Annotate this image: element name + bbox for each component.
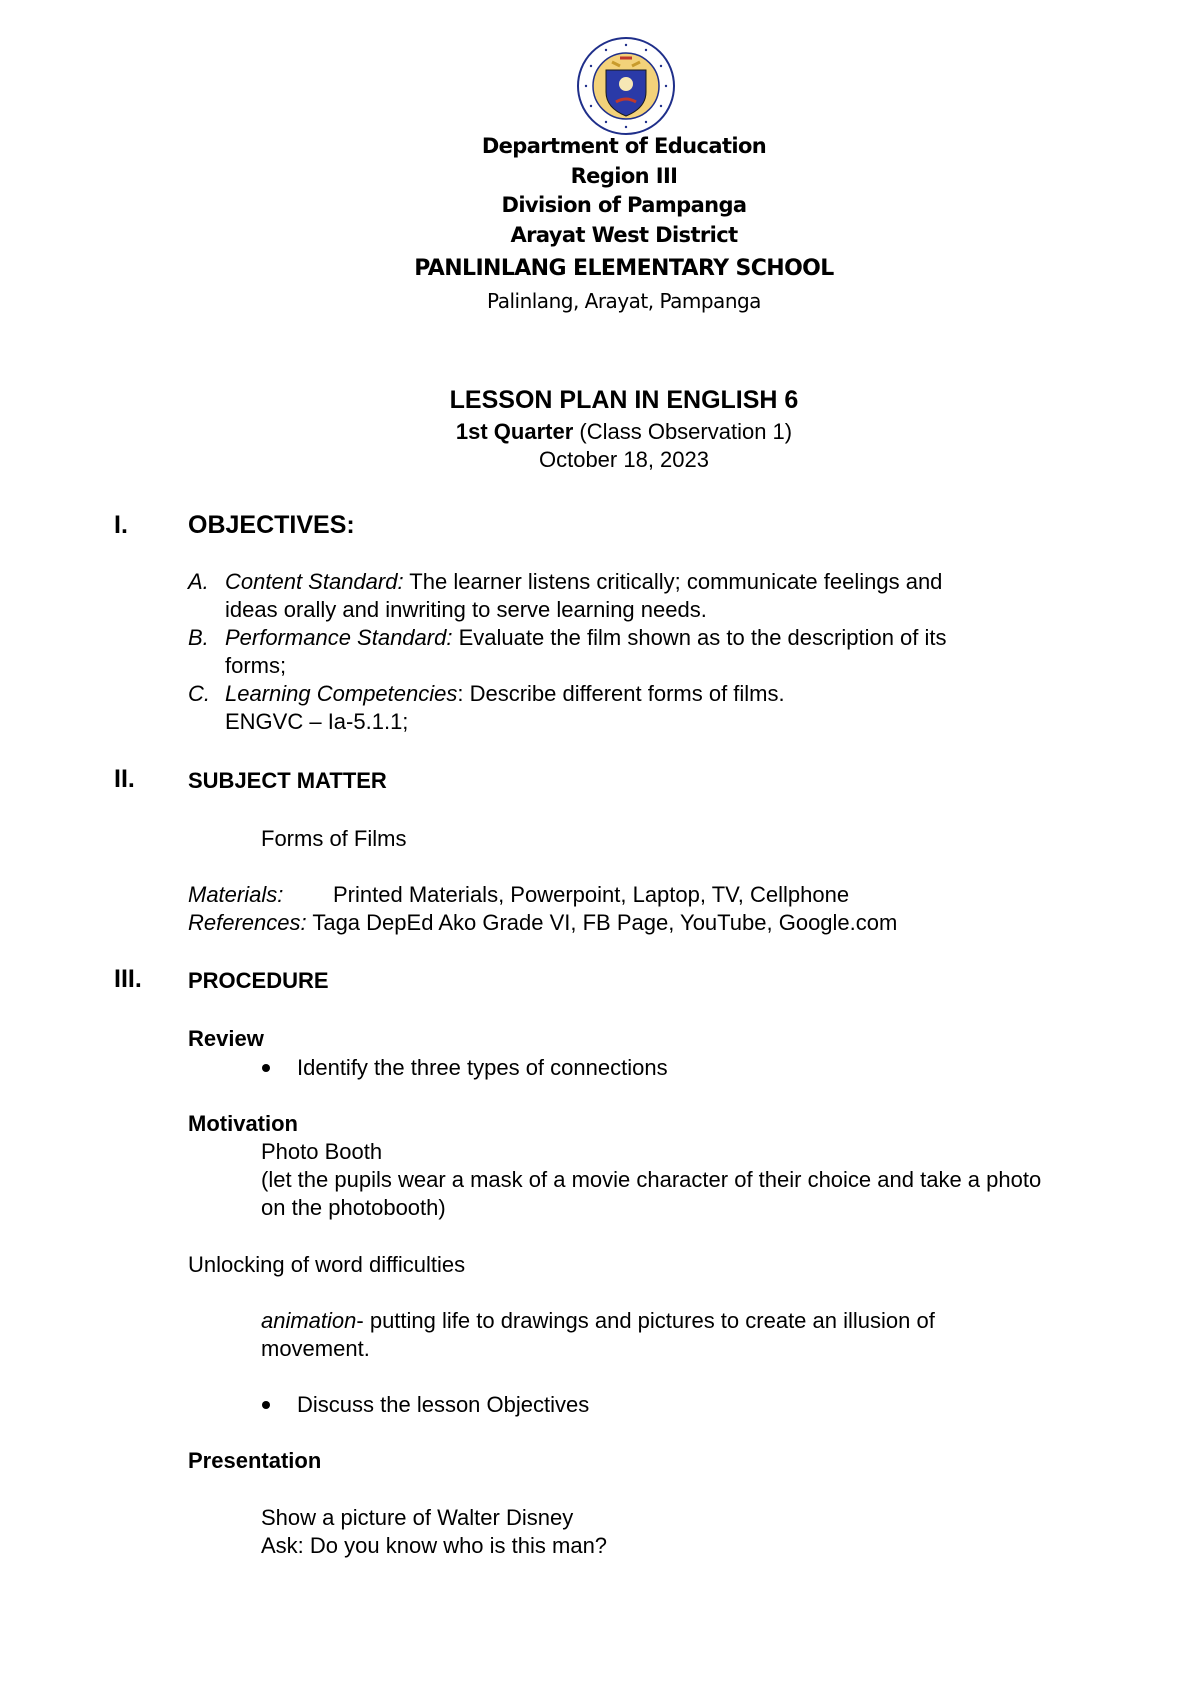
bullet-icon [262,1064,270,1072]
school-name: PANLINLANG ELEMENTARY SCHOOL [414,256,834,281]
unlocking-heading: Unlocking of word difficulties [188,1252,466,1277]
vocabulary-definition: - putting life to drawings and pictures to create an illusion of [356,1308,935,1333]
objective-a-letter: A. [188,569,209,594]
subject-topic: Forms of Films [261,826,407,851]
bullet-icon [262,1401,270,1409]
objectives-heading: OBJECTIVES: [188,511,355,539]
presentation-heading: Presentation [188,1448,322,1473]
performance-standard-text: Evaluate the film shown as to the description of its [452,625,947,650]
objective-c-letter: C. [188,681,210,706]
materials-value: Printed Materials, Powerpoint, Laptop, TV, Cellphone [333,882,850,907]
vocabulary-definition-line2: movement. [261,1336,370,1361]
motivation-instructions-line2: on the photobooth) [261,1195,446,1220]
discuss-objectives-item: Discuss the lesson Objectives [297,1392,590,1417]
section-numeral-objectives: I. [114,511,128,539]
content-standard-text: The learner listens critically; communicate feelings and [403,569,943,594]
lesson-plan-title: LESSON PLAN IN ENGLISH 6 [449,386,799,414]
motivation-instructions-line1: (let the pupils wear a mask of a movie character of their choice and take a photo [261,1167,1042,1192]
section-numeral-subject-matter: II. [114,765,135,793]
presentation-line2: Ask: Do you know who is this man? [261,1533,608,1558]
references-line [188,909,897,936]
lesson-date: October 18, 2023 [538,447,709,472]
review-item: Identify the three types of connections [297,1055,668,1080]
observation-label: (Class Observation 1) [573,419,793,444]
district-name: Arayat West District [510,223,738,247]
objective-b-line2: forms; [225,653,287,678]
vocabulary-definition-line1 [261,1307,935,1334]
department-name: Department of Education [481,134,767,158]
school-address: Palinlang, Arayat, Pampanga [487,289,761,313]
content-standard-label: Content Standard: [225,569,404,594]
objective-c-code: ENGVC – Ia-5.1.1; [225,709,409,734]
learning-competencies-text: : Describe different forms of films. [457,681,785,706]
objective-a-line1 [225,568,942,595]
vocabulary-word: animation [261,1308,357,1333]
review-heading: Review [188,1026,264,1051]
objective-b-line1 [225,624,947,651]
references-value: Taga DepEd Ako Grade VI, FB Page, YouTube, Google.com [306,910,898,935]
region-name: Region III [570,164,678,188]
subject-matter-heading: SUBJECT MATTER [188,768,387,793]
section-numeral-procedure: III. [114,965,142,993]
motivation-activity: Photo Booth [261,1139,383,1164]
materials-label: Materials: [188,882,284,907]
quarter-label: 1st Quarter [455,419,574,444]
objective-b-letter: B. [188,625,209,650]
motivation-heading: Motivation [188,1111,298,1136]
quarter-line [0,418,1200,445]
division-name: Division of Pampanga [501,193,747,217]
procedure-heading: PROCEDURE [188,968,329,993]
objective-a-line2: ideas orally and inwriting to serve learning needs. [225,597,707,622]
objective-c-line1 [225,680,785,707]
presentation-line1: Show a picture of Walter Disney [261,1505,574,1530]
learning-competencies-label: Learning Competencies [225,681,458,706]
deped-seal-logo [576,36,676,136]
references-label: References: [188,910,307,935]
performance-standard-label: Performance Standard: [225,625,453,650]
